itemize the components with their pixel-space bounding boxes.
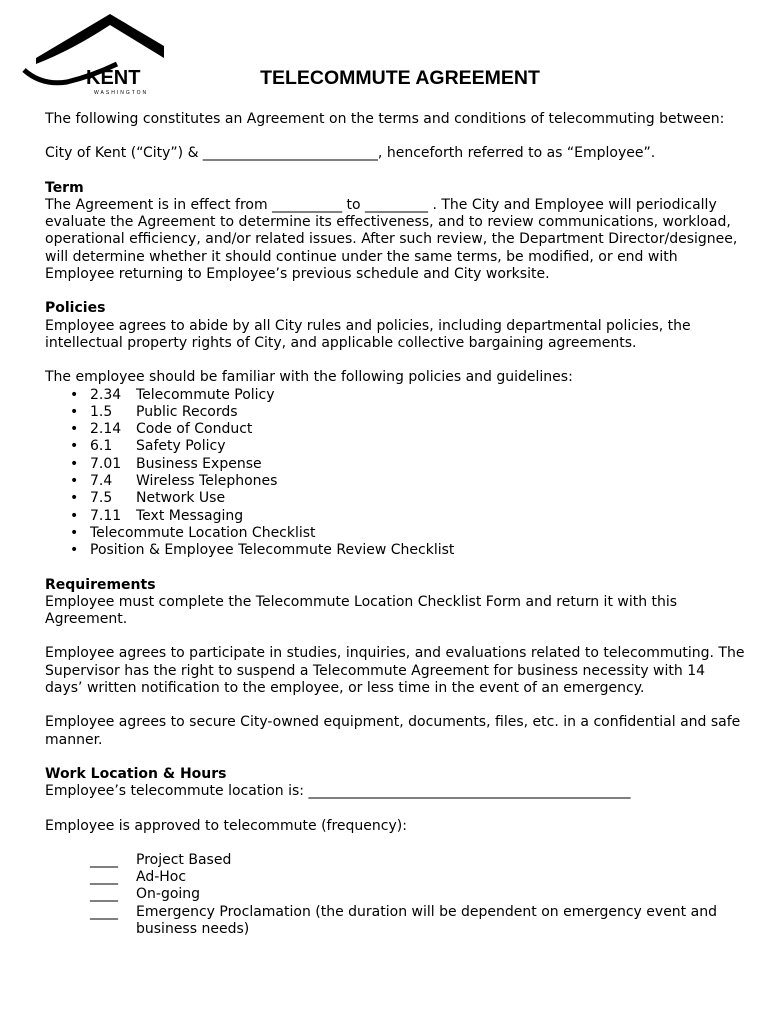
frequency-intro: Employee is approved to telecommute (frequency): [45,817,407,834]
list-item [70,456,745,473]
checkbox-blank: ____ [90,851,118,868]
policy-name: Text Messaging [136,507,244,524]
policies-list-intro: The employee should be familiar with the following policies and guidelines: [45,369,573,386]
list-item [70,542,745,559]
list-item [70,473,745,490]
policy-number: 2.14 [90,421,122,438]
policy-number: 7.5 [90,490,113,507]
policy-name: Position & Employee Telecommute Review Checklist [90,542,455,559]
frequency-label: Emergency Proclamation (the duration will be dependent on emergency event and business needs) [136,903,717,937]
logo-text: KENT [86,67,141,89]
work-location-field: Employee’s telecommute location is: ______________________________________________ [45,783,631,800]
list-item [70,404,745,421]
requirements-text-2: Employee agrees to participate in studies, inquiries, and evaluations related to telecommuting. The Supervisor has the right to suspend a Telecommute Agreement for business necessity with 14 days’ written notification to the employee, or less time in the event of an emergency. [45,645,745,697]
document-title: TELECOMMUTE AGREEMENT [260,67,540,89]
document-body [45,111,745,938]
logo-subtext: WASHINGTON [94,90,149,96]
frequency-option [90,886,745,903]
policy-name: Telecommute Policy [136,386,275,403]
list-item [70,525,745,542]
policy-name: Network Use [136,490,226,507]
checkbox-blank: ____ [90,886,118,903]
policy-number: 7.11 [90,507,122,524]
list-item [70,421,745,438]
frequency-option [90,904,745,939]
policy-number: 6.1 [90,438,113,455]
term-body: The Agreement is in effect from __________ to _________ . The City and Employee will periodically evaluate the Agreement to determine its effectiveness, and to review communications, workload, operational efficiency, and/or related issues. After such review, the Department Director/designee, will determine whether it should continue under the same terms, be modified, or end with Employee returning to Employee’s previous schedule and City worksite. [45,196,738,283]
frequency-label: Project Based [136,851,232,868]
policy-name: Telecommute Location Checklist [90,524,316,541]
checkbox-blank: ____ [90,869,118,886]
list-item [70,508,745,525]
policy-number: 7.01 [90,455,122,472]
policy-name: Business Expense [136,455,262,472]
requirements-heading: Requirements [45,576,156,593]
policy-name: Wireless Telephones [136,473,278,490]
policy-name: Safety Policy [136,438,226,455]
logo-roof-shape [36,14,164,64]
frequency-option [90,852,745,869]
policy-number: 1.5 [90,403,113,420]
requirements-text-1: Employee must complete the Telecommute Location Checklist Form and return it with this Agreement. [45,593,678,628]
term-heading: Term [45,179,84,196]
frequency-label: Ad-Hoc [136,869,187,886]
policies-list [45,387,745,560]
policy-name: Public Records [136,403,238,420]
frequency-option [90,869,745,886]
intro-text: The following constitutes an Agreement on the terms and conditions of telecommuting between: [45,111,725,127]
frequency-label: On-going [136,886,201,903]
requirements-text-3: Employee agrees to secure City-owned equipment, documents, files, etc. in a confidential and safe manner. [45,714,741,748]
policies-body: Employee agrees to abide by all City rules and policies, including departmental policies, the intellectual property rights of City, and applicable collective bargaining agreements. [45,317,691,351]
policies-heading: Policies [45,300,106,317]
checkbox-blank: ____ [90,903,118,920]
policy-number: 7.4 [90,473,113,490]
policy-name: Code of Conduct [136,421,253,438]
parties-text: City of Kent (“City”) & _________________________, henceforth referred to as “Employee”. [45,145,656,162]
frequency-options [45,852,745,938]
work-location-heading: Work Location & Hours [45,765,227,782]
list-item [70,387,745,404]
list-item [70,490,745,507]
policy-number: 2.34 [90,386,122,403]
list-item [70,438,745,455]
